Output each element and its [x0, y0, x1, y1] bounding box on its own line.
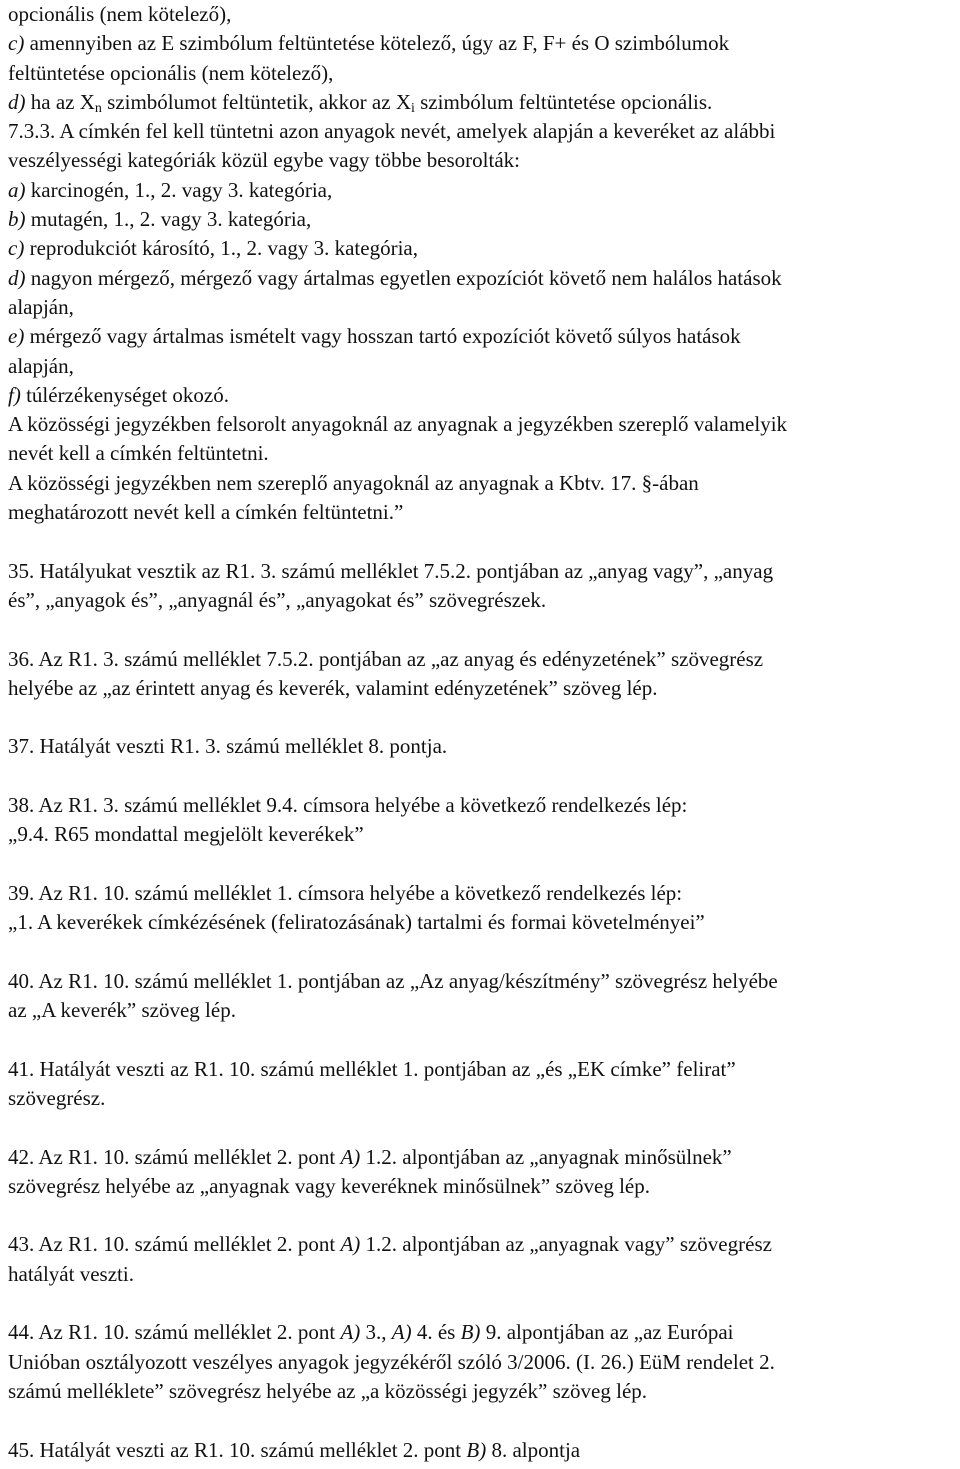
text-line	[8, 264, 960, 293]
paragraph-gap	[8, 1289, 960, 1318]
text-run: 1.2. alpontjában az „anyagnak minősülnek”	[360, 1144, 732, 1169]
text-run: 8. alpontja	[486, 1437, 581, 1462]
text-run: nagyon mérgező, mérgező vagy ártalmas egyetlen expozíciót követő nem halálos hatások	[25, 265, 782, 290]
text-run: 43. Az R1. 10. számú melléklet 2. pont	[8, 1232, 341, 1257]
text-line	[8, 29, 960, 58]
text-line: az „A keverék” szöveg lép.	[8, 998, 236, 1023]
text-line: A közösségi jegyzékben nem szereplő anyagoknál az anyagnak a Kbtv. 17. §-ában	[8, 470, 699, 495]
text-run: 45. Hatályát veszti az R1. 10. számú melléklet 2. pont	[8, 1437, 467, 1462]
paragraph-gap	[8, 1201, 960, 1230]
text-line: és”, „anyagok és”, „anyagnál és”, „anyagokat és” szövegrészek.	[8, 587, 547, 612]
text-run: 3.,	[360, 1320, 392, 1345]
text-line: A közösségi jegyzékben felsorolt anyagoknál az anyagnak a jegyzékben szereplő valamelyik	[8, 412, 788, 437]
text-run: ha az X	[25, 89, 95, 114]
italic-ref: B)	[466, 1437, 487, 1462]
italic-ref: A)	[340, 1232, 361, 1257]
text-line	[8, 205, 960, 234]
paragraph-gap	[8, 850, 960, 879]
paragraph-gap	[8, 762, 960, 791]
text-line: 36. Az R1. 3. számú melléklet 7.5.2. pontjában az „az anyag és edényzetének” szövegrész	[8, 646, 764, 671]
text-line: 39. Az R1. 10. számú melléklet 1. címsora helyébe a következő rendelkezés lép:	[8, 880, 683, 905]
text-run: 1.2. alpontjában az „anyagnak vagy” szövegrész	[360, 1232, 772, 1257]
text-run: szimbólumot feltüntetik, akkor az X	[101, 89, 411, 114]
text-line	[8, 322, 960, 351]
text-line: Unióban osztályozott veszélyes anyagok jegyzékéről szóló 3/2006. (I. 26.) EüM rendelet 2.	[8, 1349, 775, 1374]
italic-ref: A)	[391, 1320, 412, 1345]
italic-ref: A)	[340, 1144, 361, 1169]
text-line: 37. Hatályát veszti R1. 3. számú melléklet 8. pontja.	[8, 734, 448, 759]
text-line: 41. Hatályát veszti az R1. 10. számú melléklet 1. pontjában az „és „EK címke” felirat”	[8, 1056, 736, 1081]
list-marker: b)	[8, 207, 26, 232]
text-line: szövegrész.	[8, 1085, 106, 1110]
text-line: „1. A keverékek címkézésének (feliratozásának) tartalmi és formai követelményei”	[8, 910, 705, 935]
subscript: n	[94, 100, 102, 116]
list-marker: f)	[8, 382, 21, 407]
paragraph-gap	[8, 1025, 960, 1054]
text-line: nevét kell a címkén feltüntetni.	[8, 441, 269, 466]
text-line: alapján,	[8, 353, 74, 378]
list-marker: d)	[8, 89, 26, 114]
paragraph-gap	[8, 703, 960, 732]
text-line: alapján,	[8, 294, 74, 319]
text-line: 35. Hatályukat vesztik az R1. 3. számú melléklet 7.5.2. pontjában az „anyag vagy”, „anyag	[8, 558, 774, 583]
text-run: túlérzékenységet okozó.	[20, 382, 229, 407]
list-marker: e)	[8, 324, 25, 349]
text-line: hatályát veszti.	[8, 1261, 134, 1286]
paragraph-gap	[8, 1406, 960, 1435]
text-line	[8, 1230, 960, 1259]
text-run: 44. Az R1. 10. számú melléklet 2. pont	[8, 1320, 341, 1345]
text-line	[8, 176, 960, 205]
subscript: i	[410, 100, 415, 116]
text-line: helyébe az „az érintett anyag és keverék, valamint edényzetének” szöveg lép.	[8, 675, 658, 700]
text-run: 4. és	[411, 1320, 461, 1345]
text-line	[8, 1436, 960, 1465]
list-marker: d)	[8, 265, 26, 290]
text-line: 40. Az R1. 10. számú melléklet 1. pontjában az „Az anyag/készítmény” szövegrész helyébe	[8, 968, 778, 993]
paragraph-gap	[8, 615, 960, 644]
italic-ref: B)	[460, 1320, 481, 1345]
text-run: mérgező vagy ártalmas ismételt vagy hosszan tartó expozíciót követő súlyos hatások	[24, 324, 741, 349]
paragraph-gap	[8, 527, 960, 556]
text-run: reprodukciót károsító, 1., 2. vagy 3. kategória,	[24, 236, 418, 261]
text-run: karcinogén, 1., 2. vagy 3. kategória,	[25, 177, 333, 202]
text-line: számú melléklete” szövegrész helyébe az „a közösségi jegyzék” szöveg lép.	[8, 1378, 648, 1403]
text-run: mutagén, 1., 2. vagy 3. kategória,	[25, 207, 312, 232]
text-run: 9. alpontjában az „az Európai	[480, 1320, 734, 1345]
list-marker: c)	[8, 31, 25, 56]
text-line: szövegrész helyébe az „anyagnak vagy keveréknek minősülnek” szöveg lép.	[8, 1173, 650, 1198]
text-line	[8, 381, 960, 410]
text-line: 38. Az R1. 3. számú melléklet 9.4. címsora helyébe a következő rendelkezés lép:	[8, 793, 688, 818]
list-marker: a)	[8, 177, 26, 202]
text-line: feltüntetése opcionális (nem kötelező),	[8, 60, 334, 85]
text-run: amennyiben az E szimbólum feltüntetése kötelező, úgy az F, F+ és O szimbólumok	[24, 31, 730, 56]
text-line	[8, 1143, 960, 1172]
text-line: meghatározott nevét kell a címkén feltüntetni.”	[8, 500, 404, 525]
text-line	[8, 1318, 960, 1347]
text-run: szimbólum feltüntetése opcionális.	[414, 89, 713, 114]
text-line: veszélyességi kategóriák közül egybe vagy többe besorolták:	[8, 148, 520, 173]
text-line: 7.3.3. A címkén fel kell tüntetni azon anyagok nevét, amelyek alapján a keveréket az alábbi	[8, 119, 776, 144]
paragraph-gap	[8, 1113, 960, 1142]
paragraph-gap	[8, 938, 960, 967]
list-marker: c)	[8, 236, 25, 261]
text-line: opcionális (nem kötelező),	[8, 2, 232, 26]
text-line	[8, 88, 960, 117]
text-line	[8, 234, 960, 263]
text-run: 42. Az R1. 10. számú melléklet 2. pont	[8, 1144, 341, 1169]
italic-ref: A)	[340, 1320, 361, 1345]
text-line: „9.4. R65 mondattal megjelölt keverékek”	[8, 822, 364, 847]
